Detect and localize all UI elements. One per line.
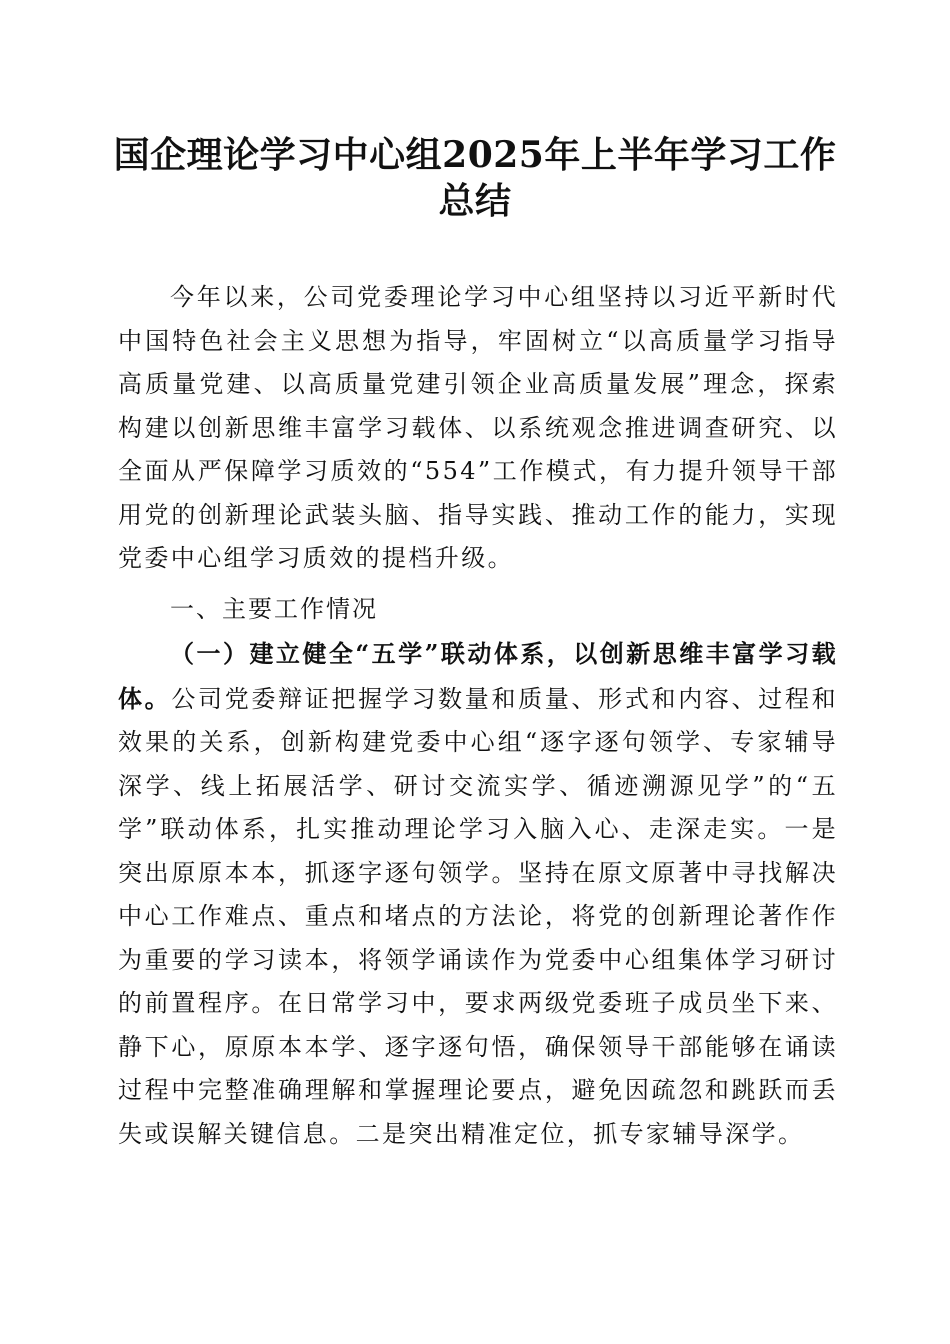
section-heading: 一、主要工作情况 [170, 595, 378, 623]
title-line-1: 国企理论学习中心组2025年上半年学习工作 [113, 134, 837, 176]
intro-paragraph: 今年以来，公司党委理论学习中心组坚持以习近平新时代中国特色社会主义思想为指导，牢固树立“以高质量学习指导高质量党建、以高质量党建引领企业高质量发展”理念，探索构建以创新思维丰富学习载体、以系统观念推进调查研究、以全面从严保障学习质效的“554”工作模式，有力提升领导干部用党的创新理论武装头脑、指导实践、推动工作的能力，实现党委中心组学习质效的提档升级。 [118, 283, 838, 572]
subsection-body: 公司党委辩证把握学习数量和质量、形式和内容、过程和效果的关系，创新构建党委中心组“逐字逐句领学、专家辅导深学、线上拓展活学、研讨交流实学、循迹溯源见学”的“五学”联动体系，扎实推动理论学习入脑入心、走深走实。一是突出原原本本，抓逐字逐句领学。坚持在原文原著中寻找解决中心工作难点、重点和堵点的方法论，将党的创新理论著作作为重要的学习读本，将领学诵读作为党委中心组集体学习研讨的前置程序。在日常学习中，要求两级党委班子成员坐下来、静下心，原原本本学、逐字逐句悟，确保领导干部能够在诵读过程中完整准确理解和掌握理论要点，避免因疏忽和跳跃而丢失或误解关键信息。二是突出精准定位，抓专家辅导深学。 [118, 684, 838, 1148]
section-paragraph [118, 632, 838, 1156]
subsection-lead: （一）建立健全“五学”联动体系，以创新思维丰富学习载体。 [118, 639, 838, 713]
document-title [100, 132, 850, 224]
title-line-2: 总结 [438, 180, 512, 222]
